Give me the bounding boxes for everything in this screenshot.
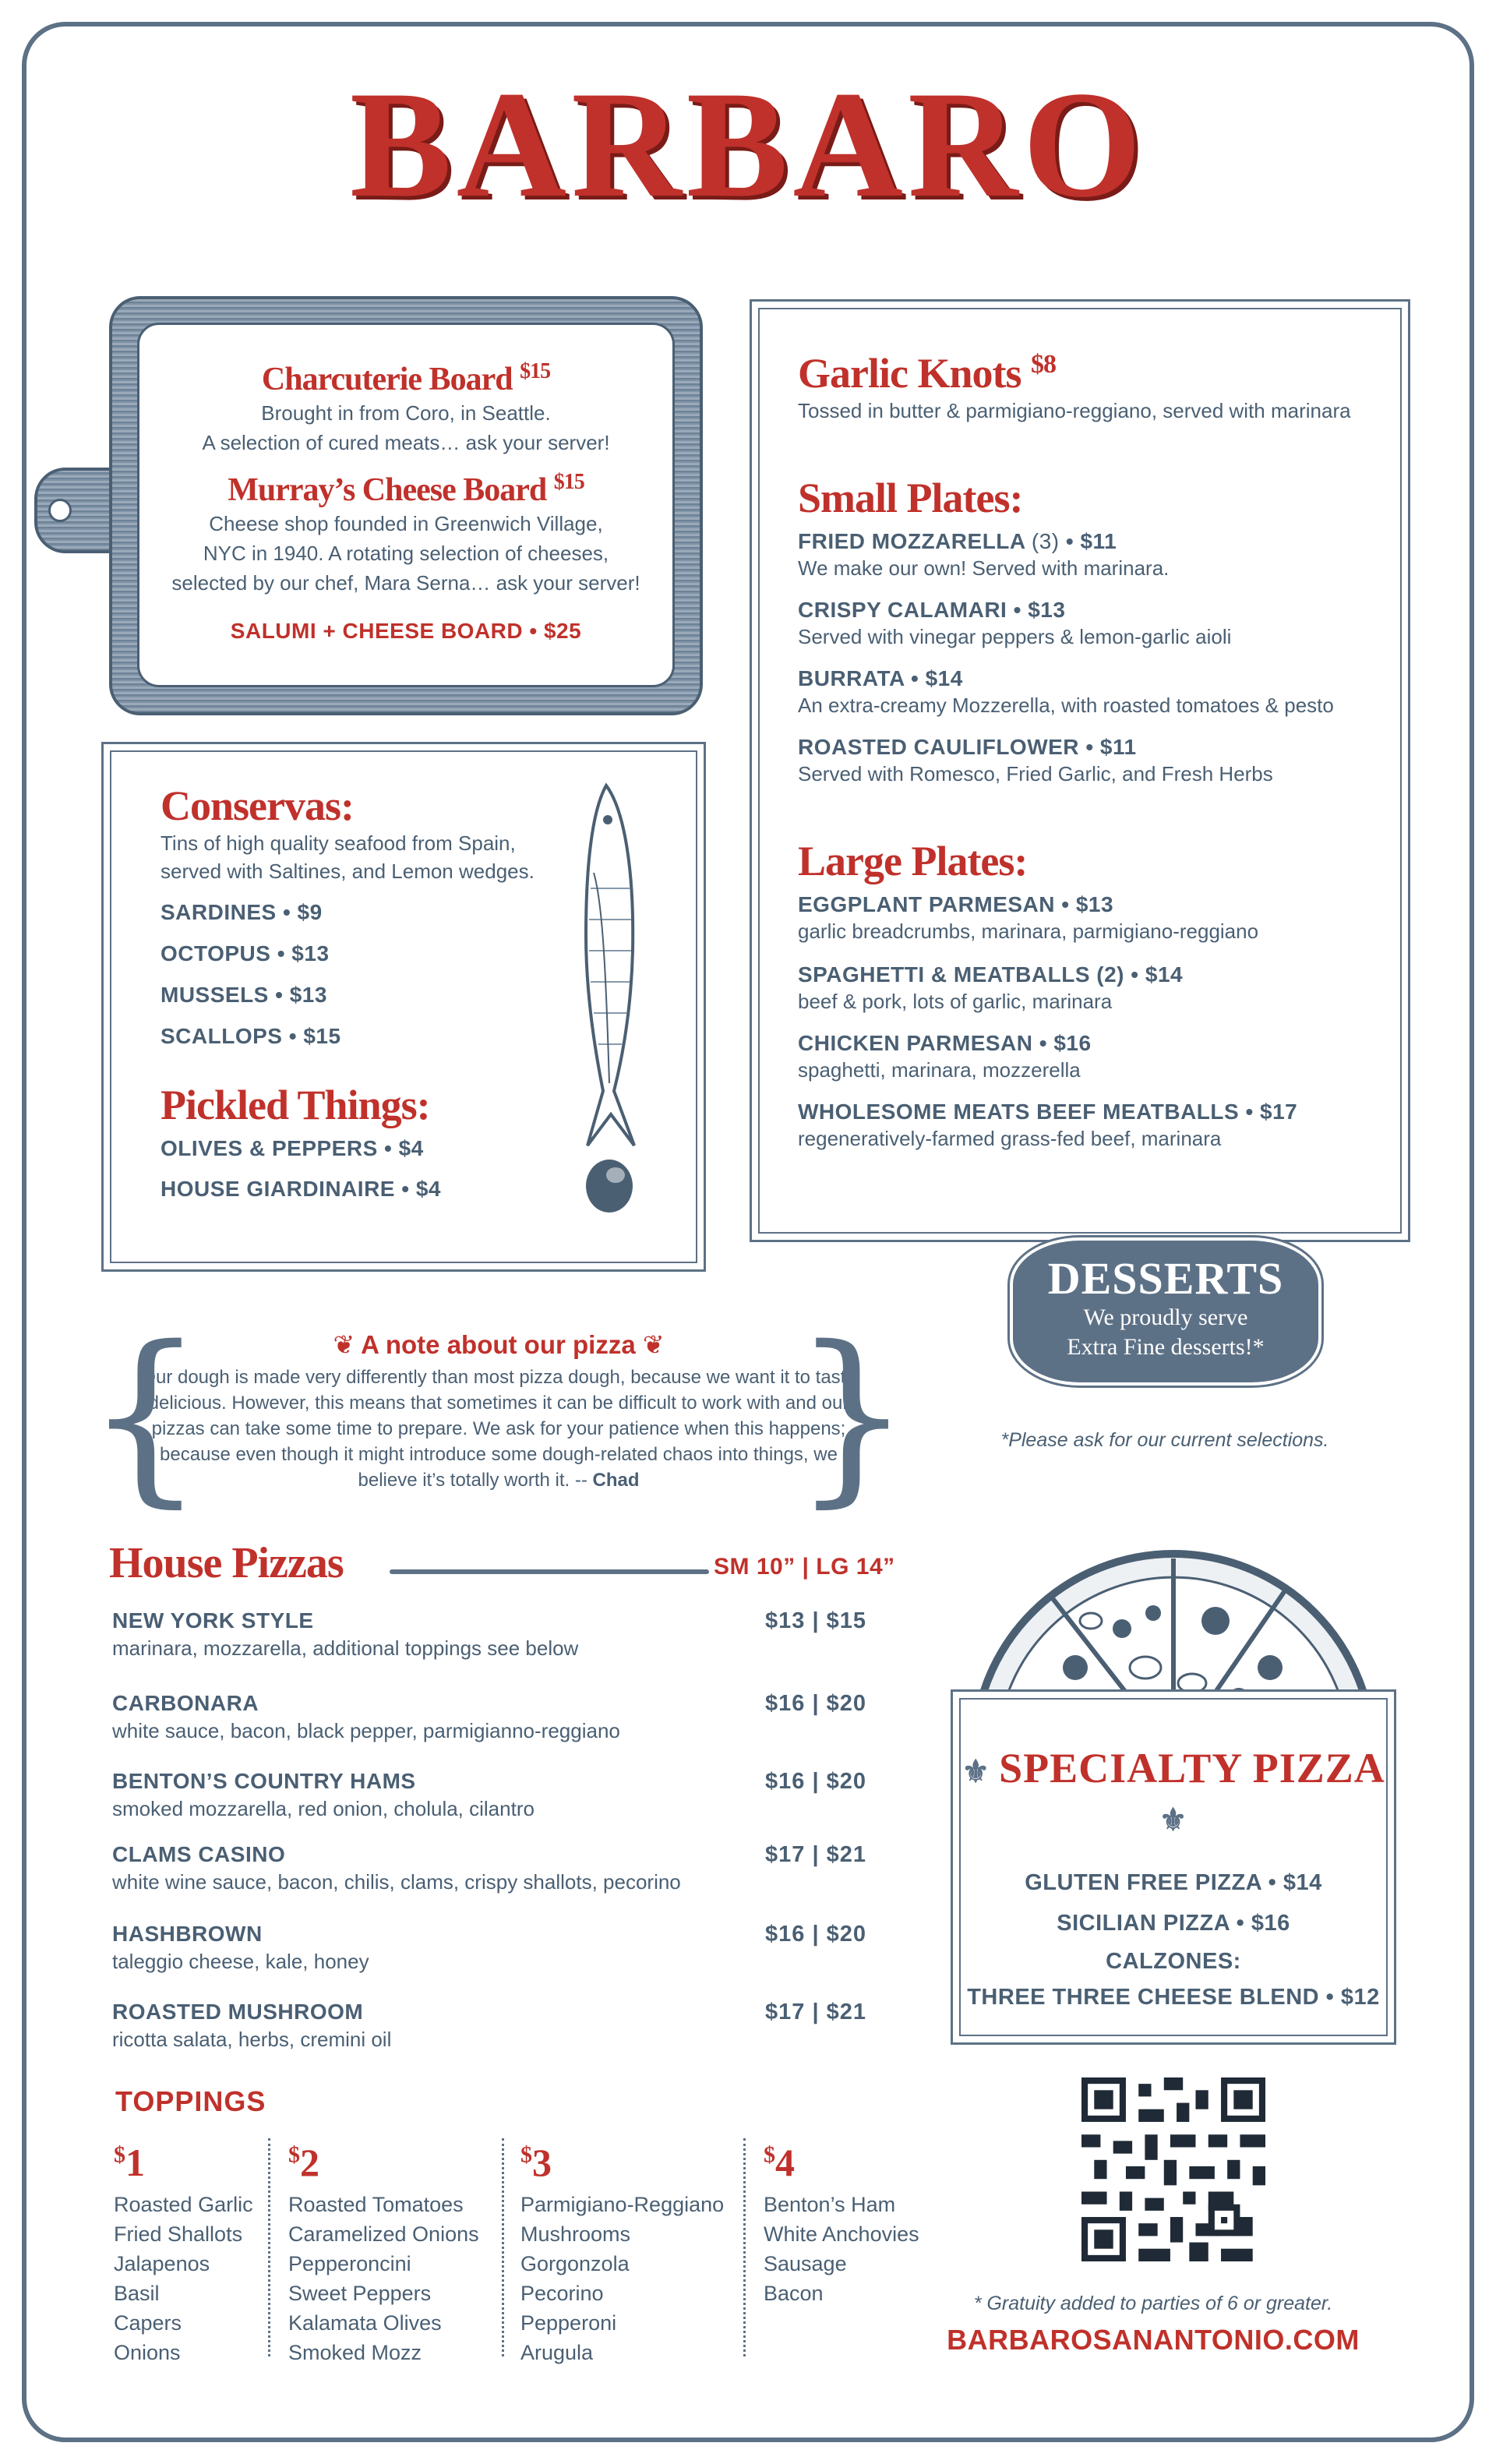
conservas-item: OCTOPUS • $13 [161,941,330,965]
flourish-icon: ⚜ [1159,1802,1188,1837]
garlic-knots-title: Garlic Knots $^{\$8}$ [798,350,1056,397]
menu-item: ROASTED CAULIFLOWER • $11 Served with Romesco, Fried Garlic, and Fresh Herbs [798,735,1273,785]
pizza-row: HASHBROWN taleggio cheese, kale, honey $16 | $20 [112,1922,866,1973]
menu-item: WHOLESOME MEATS BEEF MEATBALLS • $17 regeneratively-farmed grass-fed beef, marinara [798,1100,1298,1150]
right-brace: } [792,1306,912,1524]
toppings-divider [268,2138,270,2356]
garlic-knots-desc: Tossed in butter & parmigiano-reggiano, served with marinara [798,399,1351,422]
pickled-item: HOUSE GIARDINAIRE • $4 [161,1177,441,1201]
pizza-row: ROASTED MUSHROOM ricotta salata, herbs, cremini oil $17 | $21 [112,2000,866,2051]
board-hole [48,499,72,522]
large-plates-list [798,892,1390,1153]
specialty-item: GLUTEN FREE PIZZA • $14 [1025,1870,1322,1895]
plates-section [798,341,1390,1153]
salumi-board: SALUMI + CHEESE BOARD • $25 [230,619,582,643]
pizza-note [86,1306,912,1524]
specialty-section [951,1744,1396,2015]
specialty-item: CALZONES: [1106,1949,1241,1974]
cheese-desc-1: Cheese shop founded in Greenwich Village, [209,512,603,535]
menu-item: EGGPLANT PARMESAN • $13 garlic breadcrumbs, marinara, parmigiano-reggiano [798,892,1259,943]
desserts-title: DESSERTS [1047,1253,1284,1304]
sardine-fish-illustration [559,779,661,1231]
conservas-item: SARDINES • $9 [161,900,323,924]
desserts-footnote: *Please ask for our current selections. [1000,1429,1329,1451]
pizza-row: BENTON’S COUNTRY HAMS smoked mozzarella, red onion, cholula, cilantro $16 | $20 [112,1769,866,1820]
desserts-badge [1010,1237,1321,1386]
pizza-note-body: Our dough is made very differently than most pizza dough, because we want it to taste delicious. However, this means that sometimes it can be difficult to work with and our pizzas can take some time to prepare. We ask for your patience when this happens; because even though it might introduce some dough-related chaos into things, we believe it’s totally worth it. -- Chad [141,1367,856,1491]
website-link[interactable]: BARBAROSANANTONIO.COM [947,2324,1360,2356]
pickled-item: OLIVES & PEPPERS • $4 [161,1136,424,1160]
desserts-line-1: We proudly serve [1083,1304,1248,1330]
gratuity-note: * Gratuity added to parties of 6 or greater. [973,2293,1333,2314]
cheese-desc-2: NYC in 1940. A rotating selection of cheeses, [203,542,609,565]
conservas-item: MUSSELS • $13 [161,983,327,1007]
pizza-sizes: SM 10” | LG 14” [714,1554,895,1580]
cheese-desc-3: selected by our chef, Mara Serna… ask your server! [171,571,640,595]
pickled-title: Pickled Things: [161,1082,430,1128]
small-plates-title: Small Plates: [798,475,1023,521]
pizza-note-title: ❦ A note about our pizza ❦ [333,1330,665,1359]
flourish-icon: ⚜ [961,1754,1000,1789]
menu-item: CRISPY CALAMARI • $13 Served with vinegar peppers & lemon-garlic aioli [798,598,1232,648]
charcuterie-desc-1: Brought in from Coro, in Seattle. [261,401,551,425]
pizza-row: NEW YORK STYLE marinara, mozzarella, additional toppings see below $13 | $15 [112,1608,866,1660]
menu-item: CHICKEN PARMESAN • $16 spaghetti, marinara, mozzerella [798,1031,1092,1082]
cheese-board-title: Murray’s Cheese Board $^{\$15}$ [228,470,584,508]
restaurant-name: BARBARO [349,60,1147,229]
charcuterie-desc-2: A selection of cured meats… ask your server! [202,431,610,454]
toppings-group: $1 Roasted Garlic Fried Shallots Jalapenos Basil Capers Onions [114,2141,253,2364]
conservas-item: SCALLOPS • $15 [161,1024,341,1048]
menu-item: SPAGHETTI & MEATBALLS (2) • $14 beef & pork, lots of garlic, marinara [798,962,1184,1013]
specialty-title: ⚜ SPECIALTY PIZZA ⚜ [961,1745,1385,1837]
flourish-icon: ❦ [635,1330,665,1359]
charcuterie-title: Charcuterie Board $^{\$15}$ [261,359,551,397]
toppings-divider [502,2138,504,2356]
conservas-desc-2: served with Saltines, and Lemon wedges. [161,860,535,883]
left-brace: { [86,1306,205,1524]
pizza-row: CLAMS CASINO white wine sauce, bacon, chilis, clams, crispy shallots, pecorino $17 | $21 [112,1842,866,1894]
menu-item: BURRATA • $14 An extra-creamy Mozzerella, with roasted tomatoes & pesto [798,666,1334,717]
toppings-group: $3 Parmigiano-Reggiano Mushrooms Gorgonzola Pecorino Pepperoni Arugula [520,2141,725,2364]
specialty-item: THREE THREE CHEESE BLEND • $12 [967,1985,1380,2010]
desserts-line-2: Extra Fine desserts!* [1067,1334,1265,1360]
conservas-desc-1: Tins of high quality seafood from Spain, [161,831,516,855]
large-plates-title: Large Plates: [798,838,1028,884]
conservas-section [161,782,597,1209]
pizza-row: CARBONARA white sauce, bacon, black pepper, parmigianno-reggiano $16 | $20 [112,1691,866,1742]
flourish-icon: ❦ [333,1330,362,1359]
toppings-title: TOPPINGS [115,2085,266,2117]
small-plates-list [798,529,1390,788]
title-rule [390,1569,709,1574]
menu-item: FRIED MOZZARELLA (3) • $11 We make our own! Served with marinara. [798,529,1170,580]
boards-section [137,323,675,687]
house-pizzas-title: House Pizzas [109,1539,344,1587]
specialty-item: SICILIAN PIZZA • $16 [1057,1911,1290,1936]
toppings-group: $2 Roasted Tomatoes Caramelized Onions Pepperoncini Sweet Peppers Kalamata Olives Smoked Mozz [288,2141,479,2364]
toppings-divider [743,2138,746,2356]
toppings-group: $4 Benton’s Ham White Anchovies Sausage Bacon [764,2141,919,2305]
conservas-title: Conservas: [161,782,354,829]
qr-code[interactable] [1081,2077,1265,2261]
